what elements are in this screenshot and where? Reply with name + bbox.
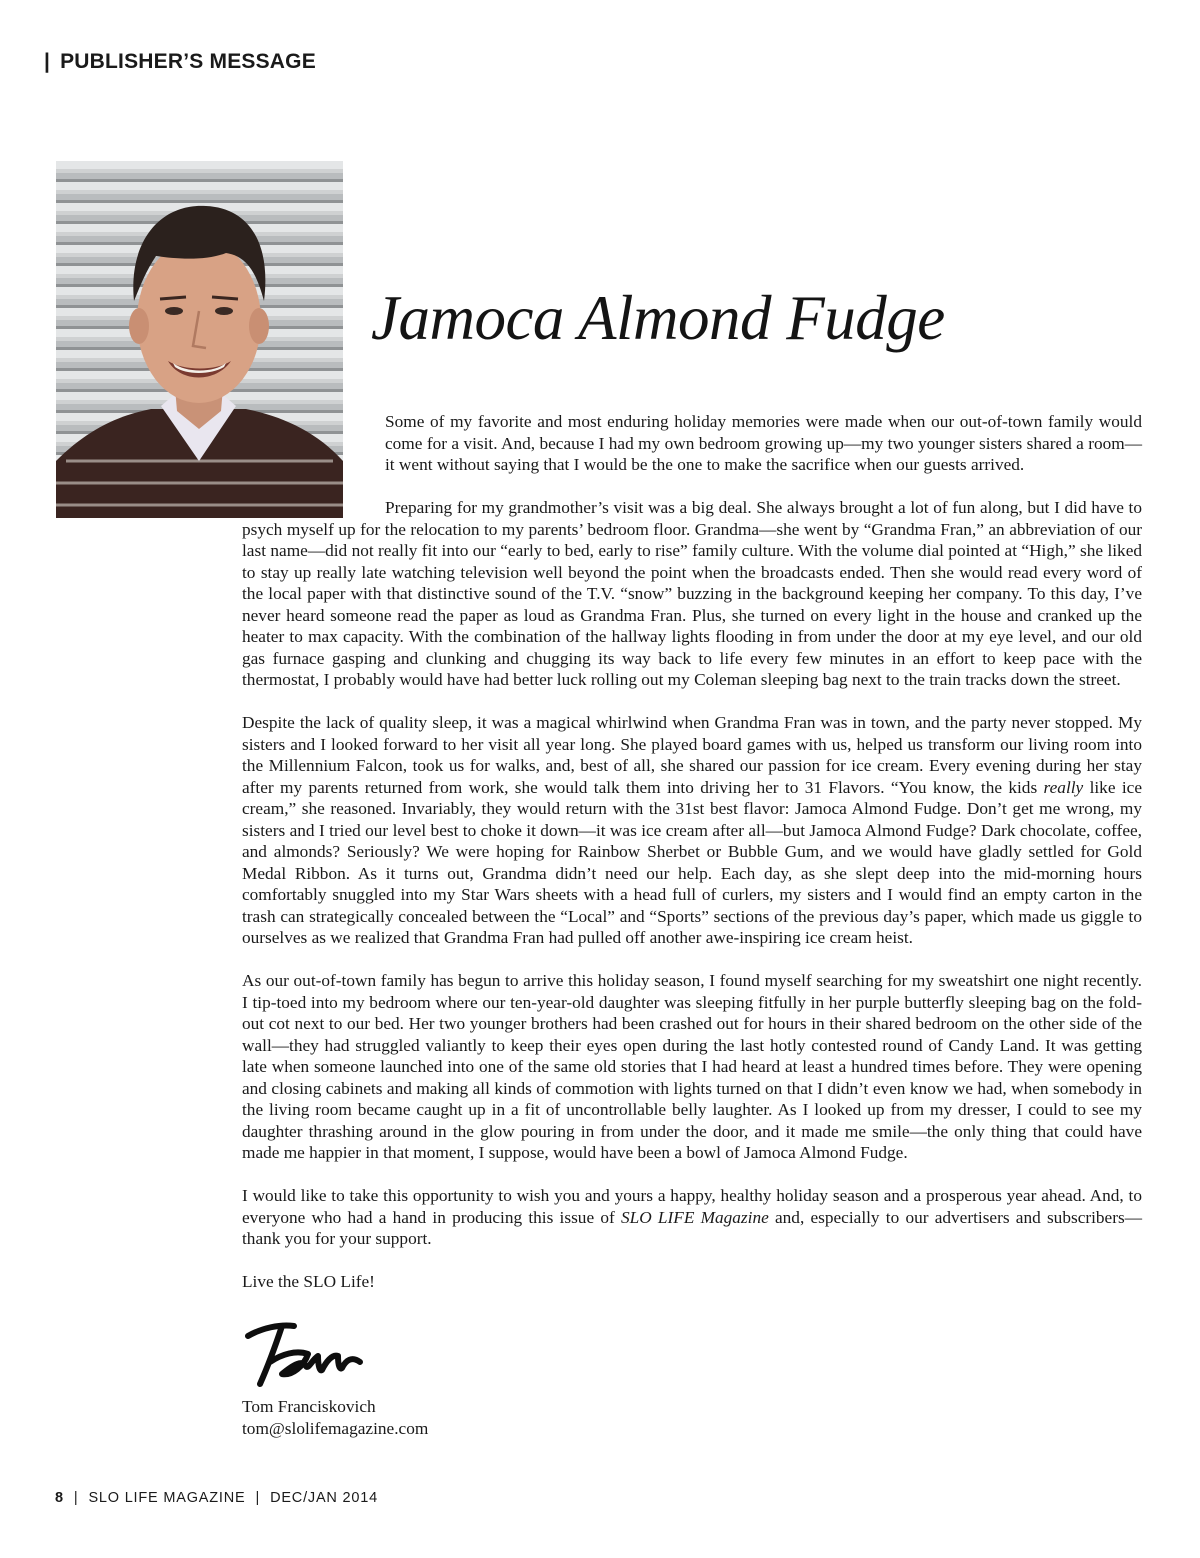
paragraph-1: Some of my favorite and most enduring holiday memories were made when our out-of-town family would come for a visit. And, because I had my own bedroom growing up—my two younger sisters shared a room—it went without saying that I would be the one to make the sacrifice when our guests arrived. — [385, 412, 1142, 474]
article-body — [242, 411, 1142, 1439]
photo-wrap-spacer — [242, 411, 385, 518]
paragraph-2: Preparing for my grandmother’s visit was a big deal. She always brought a lot of fun along, but I did have to psych myself up for the relocation to my parents’ bedroom floor. Grandma—she went by “Grandma Fran,” an abbreviation of our last name—did not really fit into our “early to bed, early to rise” family culture. With the volume dial pointed at “High,” she liked to stay up really late watching television well beyond the point when the broadcasts ended. Then she would read every word of the local paper with that distinctive sound of the T.V. “snow” buzzing in the background keeping her company. To this day, I’ve never heard someone read the paper as loud as Grandma Fran. Plus, she turned on every light in the house and cranked up the heater to max capacity. With the combination of the hallway lights flooding in from under the door at my eye level, and our old gas furnace gasping and clunking and chugging its way back to life every few minutes in an effort to keep pace with the thermostat, I probably would have had better luck rolling out my Coleman sleeping bag next to the train tracks down the street. — [242, 498, 1142, 689]
footer-separator-1: | — [73, 1490, 79, 1506]
page-number: 8 — [55, 1490, 64, 1506]
page-footer — [55, 1490, 378, 1506]
section-header-bar: | — [44, 50, 51, 73]
issue-date: DEC/JAN 2014 — [270, 1490, 378, 1506]
paragraph-5 — [242, 1185, 1142, 1250]
paragraph-4: As our out-of-town family has begun to arrive this holiday season, I found myself searching for my sweatshirt one night recently. I tip-toed into my bedroom where our ten-year-old daughter was sleeping fitfully in her purple butterfly sleeping bag on the fold-out cot next to our bed. Her two younger brothers had been crashed out for hours in their shared bedroom on the other side of the wall—they had struggled valiantly to keep their eyes open during the last hotly contested round of Candy Land. It was getting late when someone launched into one of the same old stories that I had heard at least a hundred times before. They were opening and closing cabinets and making all kinds of commotion with lights turned on that I didn’t even know we had, when somebody in the living room became caught up in a fit of uncontrollable belly laughter. As I looked up from my dresser, I could to see my daughter thrashing around in the glow pouring in from under the door, and it made me smile—the only thing that could have made me happier in that moment, I suppose, would have been a bowl of Jamoca Almond Fudge. — [242, 971, 1142, 1162]
paragraph-3-part-b: like ice cream,” she reasoned. Invariably, they would return with the 31st best flavor: Jamoca Almond Fudge. Don’t get me wrong, my sisters and I tried our level best to choke it down—it was ice cream after all—but Jamoca Almond Fudge? Dark chocolate, coffee, and almonds? Seriously? We were hoping for Rainbow Sherbet or Bubble Gum, and we would have gladly settled for Gold Medal Ribbon. As it turns out, Grandma didn’t need our help. Each day, as she slept deep into the mid-morning hours comfortably snuggled into my Star Wars sheets with a head full of curlers, my sisters and I would find an empty carton in the trash can strategically concealed between the “Local” and “Sports” sections of the previous day’s paper, which made us giggle to ourselves as we realized that Grandma Fran had pulled off another awe-inspiring ice cream heist. — [242, 777, 1142, 947]
paragraph-5-part-a: I would like to take this opportunity to wish you and yours a happy, healthy holiday season and a prosperous year ahead. And, to everyone who had a hand in producing this issue of — [242, 1186, 1142, 1227]
signature-image — [242, 1314, 372, 1392]
magazine-name: SLO LIFE MAGAZINE — [88, 1490, 246, 1506]
paragraph-3 — [242, 712, 1142, 949]
paragraph-5-part-b: and, especially to our advertisers and subscribers—thank you for your support. — [242, 1207, 1142, 1248]
footer-separator-2: | — [255, 1490, 261, 1506]
paragraph-5-emphasis: SLO LIFE Magazine — [620, 1207, 769, 1227]
signoff: Live the SLO Life! — [242, 1272, 375, 1291]
author-name: Tom Franciskovich — [242, 1397, 376, 1416]
paragraph-3-emphasis: really — [1043, 777, 1084, 797]
section-header-label: PUBLISHER’S MESSAGE — [60, 50, 316, 73]
article-title: Jamoca Almond Fudge — [371, 283, 945, 353]
section-header — [44, 50, 316, 74]
paragraph-3-part-a: Despite the lack of quality sleep, it was a magical whirlwind when Grandma Fran was in town, and the party never stopped. My sisters and I looked forward to her visit all year long. She played board games with us, helped us transform our living room into the Millennium Falcon, took us for walks, and, best of all, she shared our passion for ice cream. Every evening during her stay after my parents returned from work, she would talk them into driving her to 31 Flavors. “You know, the kids — [242, 713, 1142, 797]
author-email: tom@slolifemagazine.com — [242, 1418, 429, 1438]
